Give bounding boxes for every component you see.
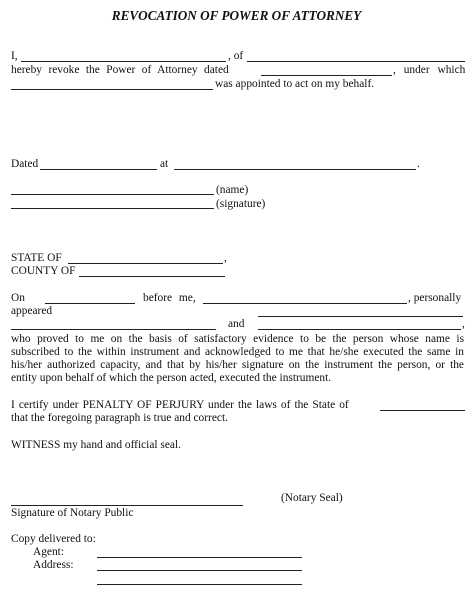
address-label: Address: (33, 559, 74, 571)
poa-date-field[interactable] (261, 75, 392, 76)
copy-delivered-label: Copy delivered to: (11, 533, 96, 545)
certify-line-1: I certify under PENALTY OF PERJURY under the laws of the State of (11, 399, 349, 411)
county-field[interactable] (79, 276, 225, 277)
county-label: COUNTY OF (11, 265, 76, 277)
witness-text: WITNESS my hand and official seal. (11, 439, 181, 451)
appointed-text: was appointed to act on my behalf. (215, 78, 375, 90)
certify-line-2: that the foregoing paragraph is true and correct. (11, 412, 228, 424)
and-label: and (228, 318, 245, 330)
dated-label: Dated (11, 158, 39, 170)
grantor-address-field[interactable] (247, 61, 465, 62)
notary-name-field[interactable] (203, 303, 407, 304)
address-field-1[interactable] (97, 570, 302, 571)
grantor-name-field[interactable] (21, 61, 226, 62)
at-label: at (160, 158, 169, 170)
location-field[interactable] (174, 169, 416, 170)
appearer-field-1[interactable] (258, 316, 463, 317)
agent-field[interactable] (97, 557, 302, 558)
ack-date-field[interactable] (45, 303, 135, 304)
name-field[interactable] (11, 194, 214, 195)
dated-field[interactable] (40, 169, 157, 170)
appearer-field-2[interactable] (11, 329, 216, 330)
agent-label: Agent: (33, 546, 65, 558)
certify-state-field[interactable] (380, 410, 465, 411)
dated-period: . (417, 158, 420, 170)
signature-label: (signature) (216, 198, 266, 210)
personally-text: , personally (408, 292, 462, 304)
under-which-text: , under which (393, 64, 466, 76)
ack-line-1: who proved to me on the basis of satisfactory evidence to be the person whose name is (11, 333, 464, 345)
notary-signature-field[interactable] (11, 505, 243, 506)
ack-line-4: entity upon behalf of which the person acted, executed the instrument. (11, 372, 332, 384)
appearer-field-3[interactable] (258, 329, 461, 330)
state-field[interactable] (68, 263, 223, 264)
notary-signature-label: Signature of Notary Public (11, 507, 134, 519)
signature-field[interactable] (11, 208, 214, 209)
name-label: (name) (216, 184, 249, 196)
ack-line-2: subscribed to the within instrument and acknowledged to me that he/she executed the same in (11, 346, 464, 358)
i-label: I, (11, 50, 18, 62)
notary-seal-label: (Notary Seal) (281, 492, 343, 504)
of-label: , of (228, 50, 244, 62)
attorney-name-field[interactable] (11, 89, 213, 90)
before-me-text: before me, (143, 292, 196, 304)
appeared-label: appeared (11, 305, 53, 317)
appearer-comma: , (462, 318, 465, 330)
revoke-text: hereby revoke the Power of Attorney dated (11, 64, 229, 76)
address-field-2[interactable] (97, 584, 302, 585)
state-comma: , (224, 252, 227, 264)
state-label: STATE OF (11, 252, 62, 264)
ack-line-3: his/her authorized capacity, and that by his/her signature on the instrument the person, or the (11, 359, 464, 371)
on-label: On (11, 292, 25, 304)
document-title: REVOCATION OF POWER OF ATTORNEY (111, 8, 362, 23)
